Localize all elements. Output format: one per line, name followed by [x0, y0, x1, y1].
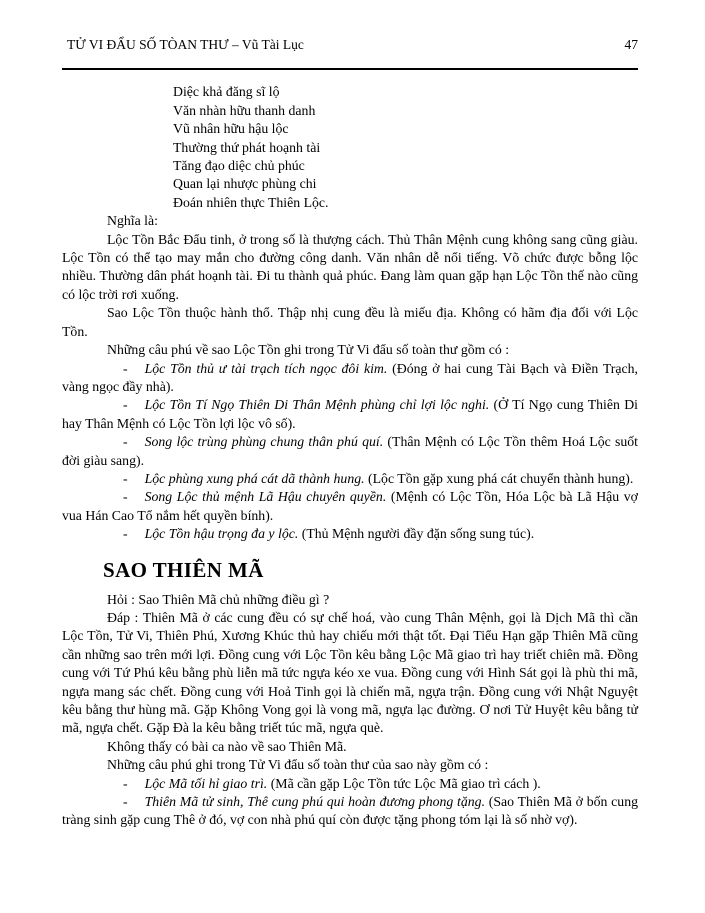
no-song-note: Không thấy có bài ca nào về sao Thiên Mã.	[107, 738, 347, 754]
verse-line: Diệc khả đăng sĩ lộ	[173, 84, 280, 100]
item-dash: -	[123, 470, 128, 486]
running-title: TỬ VI ĐẨU SỐ TÒAN THƯ – Vũ Tài Lục	[67, 37, 304, 52]
thien-ma-list-intro: Những câu phú ghi trong Tử Vi đẩu số toàn thư của sao này gồm có :	[107, 757, 489, 773]
page-number: 47	[624, 37, 638, 52]
item-note: (Mã cần gặp Lộc Tồn tức Lộc Mã giao trì cách ).	[267, 775, 541, 791]
item-phrase: Lộc Mã tối hỉ giao trì.	[144, 775, 268, 791]
item-note: (Lộc Tồn gặp xung phá cát chuyển thành hung).	[364, 470, 634, 486]
phu-item	[62, 470, 638, 488]
item-dash: -	[123, 526, 128, 542]
item-note: (Mệnh có Lộc Tồn, Hóa Lộc bà Lã Hậu vợ vua Hán Cao Tổ nắm hết quyền bính).	[62, 489, 638, 523]
loc-ton-list-intro: Những câu phú về sao Lộc Tồn ghi trong Tử Vi đẩu số toàn thư gồm có :	[107, 342, 510, 358]
item-note: (Ở Tí Ngọ cung Thiên Di hay Thân Mệnh có Lộc Tồn lợi lộc vô số).	[62, 397, 639, 431]
item-phrase: Song Lộc thủ mệnh Lã Hậu chuyên quyền.	[144, 489, 387, 505]
phu-item	[62, 488, 638, 525]
item-dash: -	[123, 775, 128, 791]
verse-line: Văn nhàn hữu thanh danh	[173, 102, 316, 118]
item-dash: -	[123, 489, 128, 505]
item-note: (Thủ Mệnh người đầy đặn sống sung túc).	[298, 526, 535, 542]
item-dash: -	[123, 794, 128, 810]
item-phrase: Song lộc trùng phùng chung thân phú quí.	[144, 434, 384, 450]
item-note: (Sao Thiên Mã ở bốn cung tràng sinh gặp cung Thê ở đó, vợ con nhà phú quí còn được tặng phong tóm lại là số nhờ vợ).	[62, 794, 638, 828]
phu-item	[62, 396, 638, 433]
question-line: Hỏi : Sao Thiên Mã chủ những điều gì ?	[107, 591, 330, 607]
verse-line: Vũ nhân hữu hậu lộc	[173, 121, 289, 137]
item-phrase: Lộc phùng xung phá cát dã thành hung.	[144, 470, 365, 486]
phu-item	[62, 793, 638, 830]
meaning-label: Nghĩa là:	[107, 213, 158, 229]
item-dash: -	[123, 360, 128, 376]
header-rule	[62, 68, 638, 70]
phu-item	[62, 360, 638, 397]
item-phrase: Lộc Tồn thủ ư tài trạch tích ngọc đôi kim.	[144, 360, 388, 376]
item-phrase: Lộc Tồn Tí Ngọ Thiên Di Thân Mệnh phùng chỉ lợi lộc nghi.	[144, 397, 490, 413]
loc-ton-paragraph-1: Lộc Tồn Bắc Đẩu tinh, ở trong số là thượng cách. Thủ Thân Mệnh cung không sang cũng giàu. Lộc Tồn có thể tạo may mắn cho đường công danh. Văn nhân dễ nổi tiếng. Võ chức được bỗng lộc nhiều. Thường dân phát hoạnh tài. Đi tu thành quả phúc. Đang làm quan gặp hạn Lộc Tồn thế nào cũng có lộc trời rơi xuống.	[62, 231, 638, 302]
section-heading-sao-thien-ma: SAO THIÊN MÃ	[103, 557, 264, 582]
page-header	[62, 36, 638, 68]
item-phrase: Thiên Mã tử sinh, Thê cung phú qui hoàn đương phong tặng.	[144, 794, 486, 810]
item-dash: -	[123, 397, 128, 413]
verse-line: Tăng đạo diệc chủ phúc	[173, 158, 305, 174]
item-note: (Thân Mệnh có Lộc Tồn thêm Hoá Lộc suốt đời giàu sang).	[62, 434, 638, 468]
verse-line: Thường thứ phát hoạnh tài	[173, 139, 321, 155]
answer-paragraph: Đáp : Thiên Mã ở các cung đều có sự chế hoá, vào cung Thân Mệnh, gọi là Dịch Mã thì cần Lộc Tồn, Tử Vi, Thiên Phú, Xương Khúc thủ hay chiếu mới thật tốt. Đại Tiểu Hạn gặp Thiên Mã cũng cần những sao trên mới lợi. Đồng cung với Lộc Tồn kêu bằng Lộc Mã giao trì hay triết chiên mã. Đồng cung với Tứ Phú kêu bằng phù liễn mã tức ngựa kéo xe vua. Đồng cung với Hình Sát gọi là phù thi mã, ngựa mang sác chết. Đồng cung với Hoả Tinh gọi là chiến mã, ngựa trận. Đồng cung với Nhật Nguyệt kêu bằng thư hùng mã. Gặp Không Vong gọi là vong mã, ngựa lạc đường. Ơ nơi Tử Huyệt kêu bằng tử mã, ngựa chết. Gặp Đà la kêu bằng triết túc mã, ngựa què.	[62, 609, 638, 736]
loc-ton-paragraph-2: Sao Lộc Tồn thuộc hành thổ. Thập nhị cung đều là miếu địa. Không có hãm địa đối với Lộc Tồn.	[62, 305, 638, 339]
item-phrase: Lộc Tồn hậu trọng đa y lộc.	[144, 526, 299, 542]
verse-block	[173, 83, 638, 212]
item-dash: -	[123, 434, 128, 450]
item-note: (Đóng ở hai cung Tài Bạch và Điền Trạch, vàng ngọc đầy nhà).	[62, 360, 638, 394]
phu-item	[62, 525, 638, 543]
phu-item	[62, 775, 638, 793]
verse-line: Đoán nhiên thực Thiên Lộc.	[173, 194, 329, 210]
phu-item	[62, 433, 638, 470]
verse-line: Quan lại nhược phùng chi	[173, 176, 317, 192]
